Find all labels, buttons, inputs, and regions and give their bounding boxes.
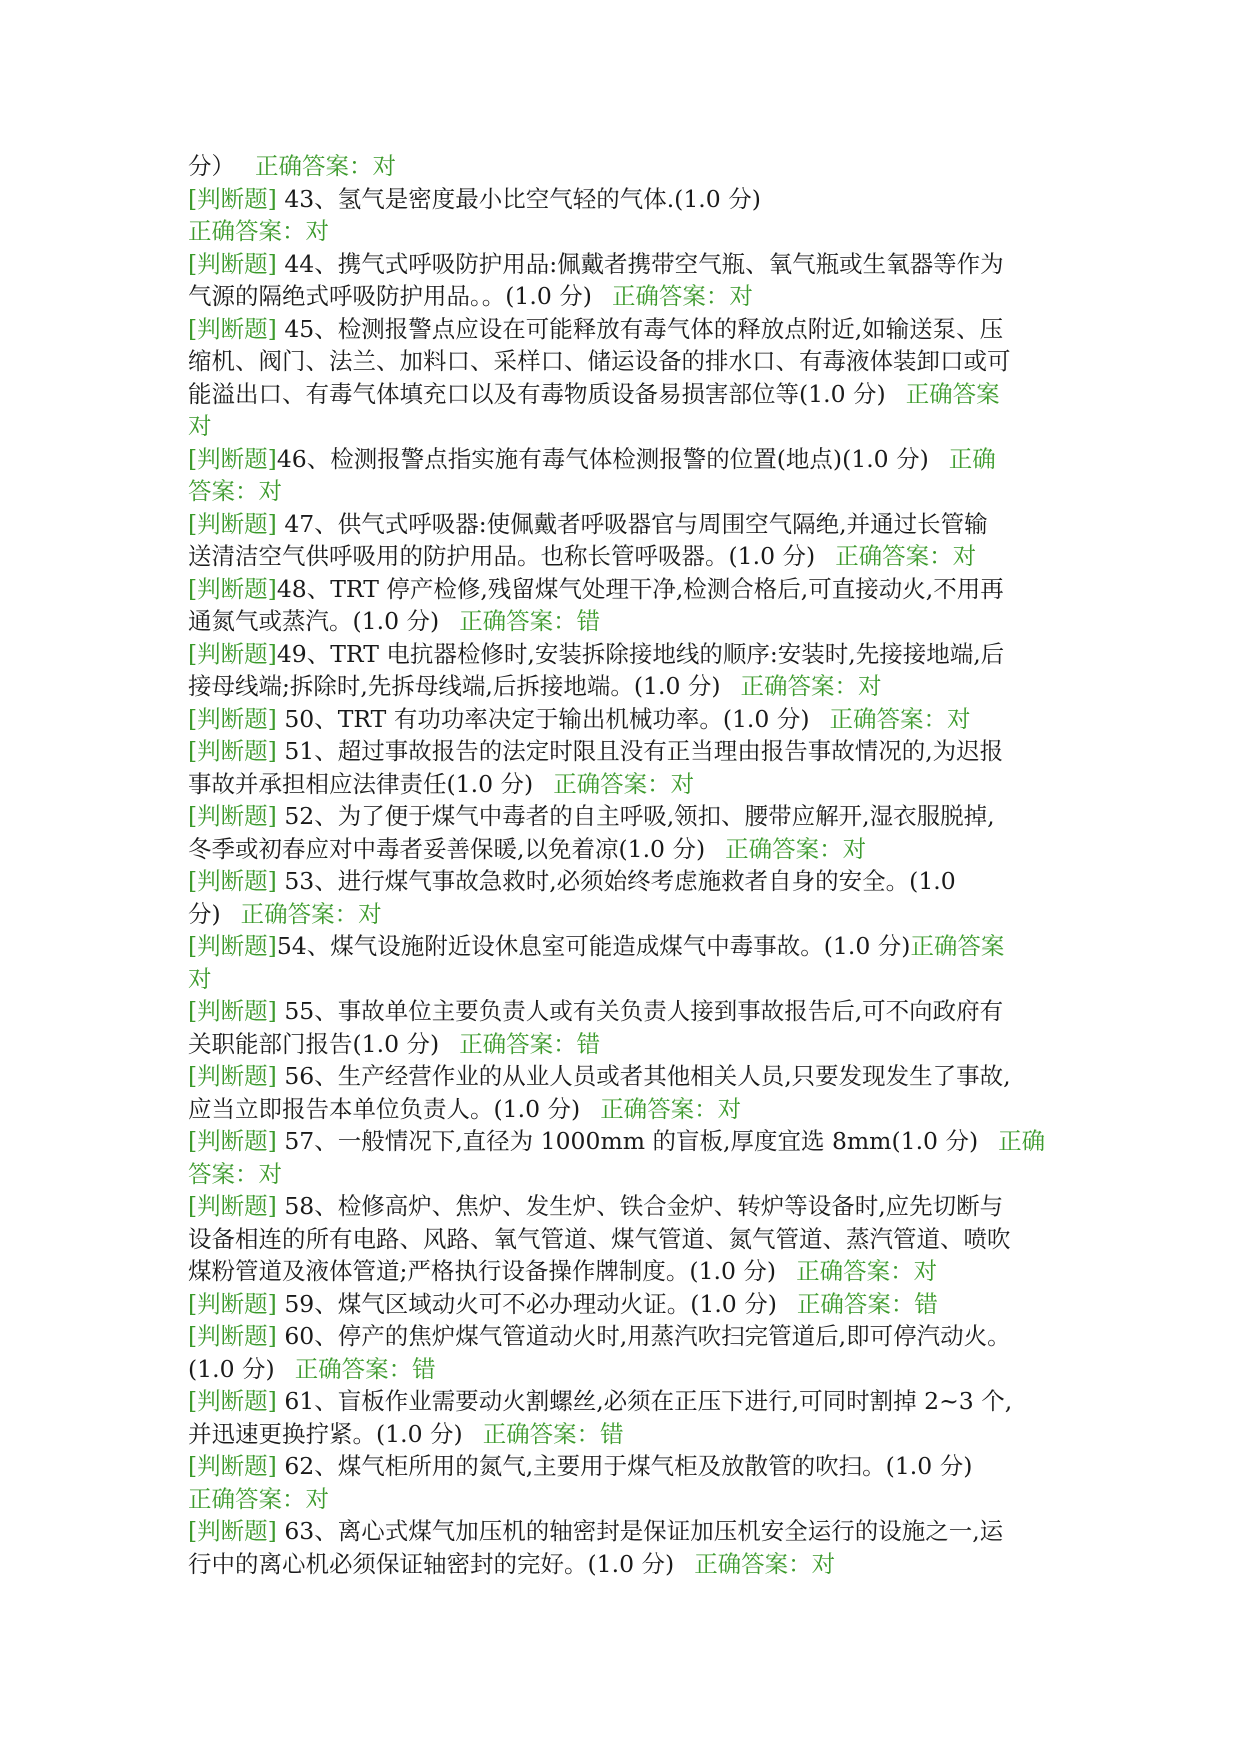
- question-text: 54、煤气设施附近设休息室可能造成煤气中毒事故。(1.0 分): [276, 932, 911, 960]
- question-text: 46、检测报警点指实施有毒气体检测报警的位置(地点)(1.0 分): [276, 444, 929, 473]
- correct-answer: 正确答案：错: [796, 1289, 938, 1318]
- text-line: [188, 1125, 1060, 1158]
- correct-answer: 答案：对: [188, 477, 282, 505]
- question-text: 冬季或初春应对中毒者妥善保暖,以免着凉(1.0 分): [188, 834, 706, 863]
- question-type-label: [判断题]: [188, 444, 277, 473]
- question-type-label: [判断题]: [188, 802, 277, 830]
- question-text: 送清洁空气供呼吸用的防护用品。也称长管呼吸器。(1.0 分): [188, 542, 816, 570]
- question-text: 44、携气式呼吸防护用品:佩戴者携带空气瓶、氧气瓶或生氧器等作为: [276, 249, 1004, 278]
- text-line: [188, 735, 1060, 768]
- question-text: 51、超过事故报告的法定时限且没有正当理由报告事故情况的,为迟报: [276, 737, 1004, 765]
- correct-answer: 正确答案：对: [740, 672, 882, 700]
- correct-answer: 正确答案：对: [240, 899, 382, 928]
- text-line: [188, 605, 1060, 638]
- question-text: 接母线端;拆除时,先拆母线端,后拆接地端。(1.0 分): [188, 672, 721, 700]
- text-line: [188, 150, 1060, 183]
- correct-answer: 正确答案：对: [188, 1484, 329, 1513]
- text-line: [188, 1418, 1060, 1451]
- question-type-label: [判断题]: [188, 184, 277, 213]
- text-line: [188, 1385, 1060, 1418]
- text-line: [188, 1288, 1060, 1321]
- text-line: [188, 280, 1060, 313]
- text-line: [188, 1255, 1060, 1288]
- question-text: 45、检测报警点应设在可能释放有毒气体的释放点附近,如输送泵、压: [276, 314, 1004, 343]
- correct-answer: 正确: [948, 444, 996, 473]
- question-text: 52、为了便于煤气中毒者的自主呼吸,领扣、腰带应解开,湿衣服脱掉,: [276, 802, 995, 830]
- text-line: [188, 1190, 1060, 1223]
- question-type-label: [判断题]: [188, 1517, 277, 1545]
- text-line: [188, 963, 1060, 996]
- question-text: (1.0 分): [188, 1354, 275, 1383]
- question-type-label: [判断题]: [188, 704, 277, 733]
- question-text: 分）: [188, 152, 235, 180]
- correct-answer: 正确答案：错: [459, 607, 601, 635]
- correct-answer: 正确答案：对: [600, 1094, 742, 1123]
- correct-answer: 正确答案：对: [611, 282, 753, 310]
- text-line: [188, 1450, 1060, 1483]
- question-text: 50、TRT 有功功率决定于输出机械功率。(1.0 分): [276, 704, 810, 733]
- text-line: [188, 865, 1060, 898]
- correct-answer: 对: [188, 964, 212, 993]
- question-text: 57、一般情况下,直径为 1000mm 的盲板,厚度宜选 8mm(1.0 分): [276, 1127, 979, 1155]
- text-line: [188, 215, 1060, 248]
- text-line: [188, 410, 1060, 443]
- question-text: 关职能部门报告(1.0 分): [188, 1029, 440, 1058]
- correct-answer: 正确答案：对: [188, 217, 329, 245]
- question-text: 气源的隔绝式呼吸防护用品。。(1.0 分): [188, 282, 592, 310]
- question-text: 59、煤气区域动火可不必办理动火证。(1.0 分): [276, 1289, 777, 1318]
- text-line: [188, 540, 1060, 573]
- question-type-label: [判断题]: [188, 1289, 277, 1318]
- question-text: 煤粉管道及液体管道;严格执行设备操作牌制度。(1.0 分): [188, 1257, 777, 1285]
- text-line: [188, 248, 1060, 281]
- question-type-label: [判断题]: [188, 737, 277, 765]
- text-line: [188, 833, 1060, 866]
- text-line: [188, 1060, 1060, 1093]
- question-text: 能溢出口、有毒气体填充口以及有毒物质设备易损害部位等(1.0 分): [188, 379, 886, 408]
- text-line: [188, 443, 1060, 476]
- text-line: [188, 1483, 1060, 1516]
- correct-answer: 正确答案：错: [459, 1029, 601, 1058]
- question-type-label: [判断题]: [188, 1322, 277, 1350]
- correct-answer: 正确答案：对: [835, 542, 977, 570]
- question-text: 56、生产经营作业的从业人员或者其他相关人员,只要发现发生了事故,: [276, 1062, 1011, 1090]
- question-type-label: [判断题]: [188, 1452, 277, 1480]
- question-text: 应当立即报告本单位负责人。(1.0 分): [188, 1094, 581, 1123]
- question-text: 47、供气式呼吸器:使佩戴者呼吸器官与周围空气隔绝,并通过长管输: [276, 509, 988, 538]
- correct-answer: 正确答案：对: [255, 152, 396, 180]
- document-page: [188, 150, 1060, 1580]
- text-line: [188, 670, 1060, 703]
- question-text: 61、盲板作业需要动火割螺丝,必须在正压下进行,可同时割掉 2~3 个,: [276, 1387, 1013, 1415]
- text-line: [188, 1028, 1060, 1061]
- question-text: 62、煤气柜所用的氮气,主要用于煤气柜及放散管的吹扫。(1.0 分): [276, 1452, 973, 1480]
- question-type-label: [判断题]: [188, 249, 277, 278]
- question-text: 49、TRT 电抗器检修时,安装拆除接地线的顺序:安装时,先接接地端,后: [276, 639, 1005, 668]
- question-type-label: [判断题]: [188, 997, 277, 1025]
- correct-answer: 正确答案：错: [482, 1419, 624, 1448]
- text-line: [188, 573, 1060, 606]
- text-line: [188, 638, 1060, 671]
- text-line: [188, 1353, 1060, 1386]
- question-type-label: [判断题]: [188, 574, 277, 603]
- text-line: [188, 378, 1060, 411]
- question-text: 55、事故单位主要负责人或有关负责人接到事故报告后,可不向政府有: [276, 997, 1004, 1025]
- text-line: [188, 313, 1060, 346]
- text-line: [188, 475, 1060, 508]
- question-type-label: [判断题]: [188, 639, 277, 668]
- question-text: 行中的离心机必须保证轴密封的完好。(1.0 分): [188, 1549, 675, 1578]
- question-type-label: [判断题]: [188, 1387, 277, 1415]
- question-text: 60、停产的焦炉煤气管道动火时,用蒸汽吹扫完管道后,即可停汽动火。: [276, 1322, 1011, 1350]
- question-text: 58、检修高炉、焦炉、发生炉、铁合金炉、转炉等设备时,应先切断与: [276, 1192, 1004, 1220]
- text-line: [188, 703, 1060, 736]
- question-text: 事故并承担相应法律责任(1.0 分): [188, 769, 534, 798]
- text-line: [188, 1158, 1060, 1191]
- question-text: 53、进行煤气事故急救时,必须始终考虑施救者自身的安全。(1.0: [276, 867, 956, 895]
- text-line: [188, 1093, 1060, 1126]
- question-type-label: [判断题]: [188, 314, 277, 343]
- correct-answer: 正确答案: [905, 379, 1000, 408]
- question-text: 设备相连的所有电路、风路、氧气管道、煤气管道、氮气管道、蒸汽管道、喷吹: [188, 1224, 1011, 1253]
- correct-answer: 正确: [998, 1127, 1046, 1155]
- question-text: 通氮气或蒸汽。(1.0 分): [188, 607, 440, 635]
- text-line: [188, 1515, 1060, 1548]
- text-line: [188, 995, 1060, 1028]
- correct-answer: 正确答案：对: [553, 769, 695, 798]
- text-line: [188, 508, 1060, 541]
- text-line: [188, 1548, 1060, 1581]
- correct-answer: 正确答案：对: [796, 1257, 938, 1285]
- correct-answer: 正确答案：对: [694, 1549, 836, 1578]
- correct-answer: 答案：对: [188, 1159, 282, 1188]
- text-line: [188, 1223, 1060, 1256]
- correct-answer: 正确答案: [910, 932, 1005, 960]
- text-line: [188, 183, 1060, 216]
- question-type-label: [判断题]: [188, 1127, 277, 1155]
- correct-answer: 正确答案：对: [829, 704, 971, 733]
- question-text: 63、离心式煤气加压机的轴密封是保证加压机安全运行的设施之一,运: [276, 1517, 1004, 1545]
- text-line: [188, 768, 1060, 801]
- question-type-label: [判断题]: [188, 1192, 277, 1220]
- text-line: [188, 800, 1060, 833]
- question-type-label: [判断题]: [188, 509, 277, 538]
- correct-answer: 正确答案：对: [725, 834, 867, 863]
- question-type-label: [判断题]: [188, 932, 277, 960]
- text-line: [188, 930, 1060, 963]
- question-type-label: [判断题]: [188, 1062, 277, 1090]
- question-type-label: [判断题]: [188, 867, 277, 895]
- question-text: 缩机、阀门、法兰、加料口、采样口、储运设备的排水口、有毒液体装卸口或可: [188, 347, 1011, 375]
- correct-answer: 正确答案：错: [294, 1354, 436, 1383]
- question-text: 并迅速更换拧紧。(1.0 分): [188, 1419, 463, 1448]
- text-line: [188, 345, 1060, 378]
- text-line: [188, 898, 1060, 931]
- question-text: 43、氢气是密度最小比空气轻的气体.(1.0 分): [276, 184, 761, 213]
- text-line: [188, 1320, 1060, 1353]
- question-text: 分): [188, 899, 221, 928]
- question-text: 48、TRT 停产检修,残留煤气处理干净,检测合格后,可直接动火,不用再: [276, 574, 1004, 603]
- correct-answer: 对: [188, 412, 212, 440]
